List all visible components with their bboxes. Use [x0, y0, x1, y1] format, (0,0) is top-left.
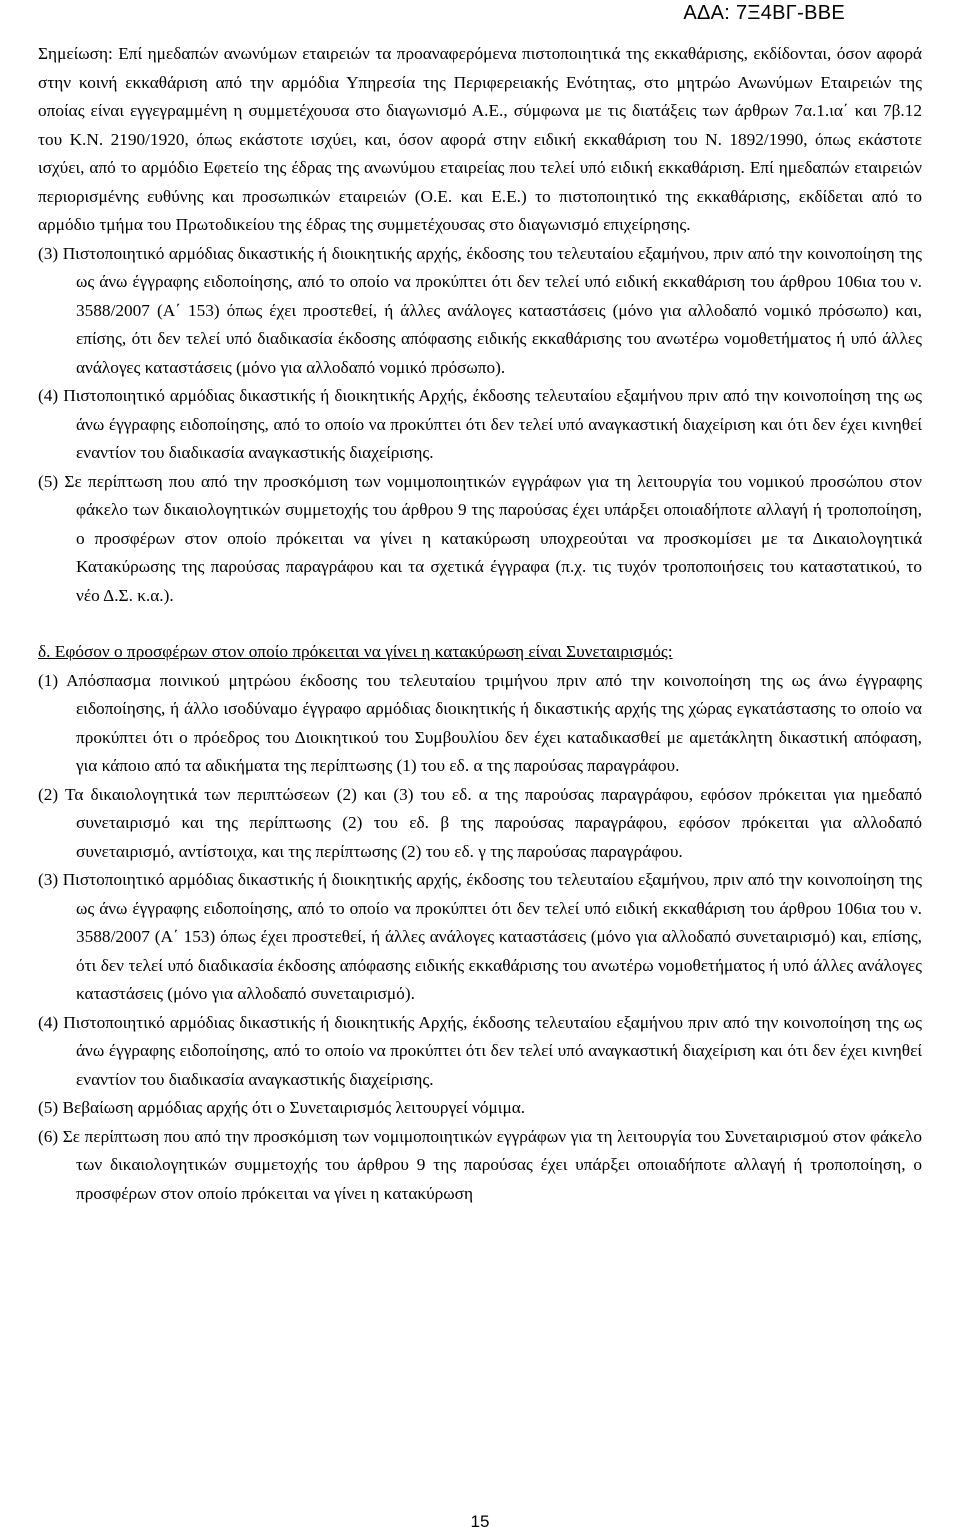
item-number: (5): [38, 1098, 59, 1117]
item-text: Απόσπασμα ποινικού μητρώου έκδοσης του τελευταίου τριμήνου πριν από την κοινοποίηση της ως άνω έγγραφης ειδοποίησης, ή άλλο ισοδύναμο έγγραφο αρμόδιας διοικητικής ή δικαστικής αρχής της χώρας εγκατάστασης το οποίο να προκύπτει ότι ο πρόεδρος του Διοικητικού του Συμβουλίου δεν έχει καταδικασθεί με αμετάκλητη δικαστική απόφαση, για κάποιο από τα αδικήματα της περίπτωσης (1) του εδ. α της παρούσας παραγράφου.: [66, 670, 922, 775]
item-number: (2): [38, 784, 59, 804]
item-number: (3): [38, 870, 59, 889]
list-item: [38, 240, 922, 383]
item-number: (6): [38, 1126, 59, 1146]
item-text: Τα δικαιολογητικά των περιπτώσεων (2) και (3) του εδ. α της παρούσας παραγράφου, εφόσον πρόκειται για ημεδαπό συνεταιρισμό και της περίπτωσης (2) του εδ. β της παρούσας παραγράφου, εφόσον πρόκειται για αλλοδαπό συνεταιρισμό, αντίστοιχα, και της περίπτωσης (2) του εδ. γ της παρούσας παραγράφου.: [64, 784, 922, 861]
spacer: [38, 610, 922, 638]
item-number: (4): [38, 1012, 59, 1032]
list-item: [38, 382, 922, 468]
ada-header: ΑΔΑ: 7Ξ4ΒΓ-ΒΒΕ: [683, 2, 845, 24]
document-body: [38, 40, 922, 1208]
list-item: [38, 1009, 922, 1095]
item-number: (5): [38, 471, 59, 491]
item-number: (4): [38, 386, 59, 405]
item-text: Βεβαίωση αρμόδιας αρχής ότι ο Συνεταιρισμός λειτουργεί νόμιμα.: [62, 1098, 526, 1117]
list-item: [38, 781, 922, 867]
item-number: (3): [38, 243, 59, 263]
page-number: 15: [470, 1512, 490, 1531]
item-text: Πιστοποιητικό αρμόδιας δικαστικής ή διοικητικής αρχής, έκδοσης του τελευταίου εξαμήνου, πριν από την κοινοποίηση της ως άνω έγγραφης ειδοποίησης, από το οποίο να προκύπτει ότι δεν τελεί υπό ειδική εκκαθάριση του άρθρου 106ια του ν. 3588/2007 (Α΄ 153) όπως έχει προστεθεί, ή άλλες ανάλογες καταστάσεις (μόνο για αλλοδαπό νομικό πρόσωπο) και, επίσης, ότι δεν τελεί υπό διαδικασία έκδοσης απόφασης ειδικής εκκαθάρισης του ανωτέρω νομοθετήματος ή υπό άλλες ανάλογες καταστάσεις (μόνο για αλλοδαπό νομικό πρόσωπο).: [62, 243, 922, 377]
item-number: (1): [38, 670, 59, 690]
list-item: [38, 866, 922, 1009]
item-text: Σε περίπτωση που από την προσκόμιση των νομιμοποιητικών εγγράφων για τη λειτουργία του Συνεταιρισμού στον φάκελο των δικαιολογητικών συμμετοχής του άρθρου 9 της παρούσας έχει υπάρξει οποιαδήποτε αλλαγή ή τροποποίηση, ο προσφέρων στον οποίο πρόκειται να γίνει η κατακύρωση: [62, 1126, 922, 1203]
section-d-title: δ. Εφόσον ο προσφέρων στον οποίο πρόκειται να γίνει η κατακύρωση είναι Συνεταιρισμός:: [38, 642, 673, 661]
item-text: Σε περίπτωση που από την προσκόμιση των νομιμοποιητικών εγγράφων για τη λειτουργία του νομικού προσώπου στον φάκελο των δικαιολογητικών συμμετοχής του άρθρου 9 της παρούσας έχει υπάρξει οποιαδήποτε αλλαγή ή τροποποίηση, ο προσφέρων στον οποίο πρόκειται να γίνει η κατακύρωση υποχρεούται να προσκομίσει με τα Δικαιολογητικά Κατακύρωσης της παρούσας παραγράφου και τα σχετικά έγγραφα (π.χ. τις τυχόν τροποποιήσεις του καταστατικού, το νέο Δ.Σ. κ.α.).: [64, 471, 922, 605]
list-item: [38, 468, 922, 611]
list-item: [38, 1123, 922, 1209]
note-paragraph: Σημείωση: Επί ημεδαπών ανωνύμων εταιρειών τα προαναφερόμενα πιστοποιητικά της εκκαθάρισης, εκδίδονται, όσον αφορά στην κοινή εκκαθάριση από την αρμόδια Υπηρεσία της Περιφερειακής Ενότητας, στο μητρώο Ανωνύμων Εταιρειών της οποίας είναι εγγεγραμμένη η συμμετέχουσα στο διαγωνισμό Α.Ε., σύμφωνα με τις διατάξεις των άρθρων 7α.1.ια΄ και 7β.12 του Κ.Ν. 2190/1920, όπως εκάστοτε ισχύει, και, όσον αφορά στην ειδική εκκαθάριση του Ν. 1892/1990, όπως εκάστοτε ισχύει, από το αρμόδιο Εφετείο της έδρας της ανωνύμου εταιρείας που τελεί υπό ειδική εκκαθάριση. Επί ημεδαπών εταιρειών περιορισμένης ευθύνης και προσωπικών εταιρειών (Ο.Ε. και Ε.Ε.) το πιστοποιητικό της εκκαθάρισης, εκδίδεται από το αρμόδιο τμήμα του Πρωτοδικείου της έδρας της συμμετέχουσας στο διαγωνισμό επιχείρησης.: [38, 44, 922, 234]
list-item: [38, 1094, 922, 1123]
list-item: [38, 667, 922, 781]
item-text: Πιστοποιητικό αρμόδιας δικαστικής ή διοικητικής αρχής, έκδοσης του τελευταίου εξαμήνου, πριν από την κοινοποίηση της ως άνω έγγραφης ειδοποίησης, από το οποίο να προκύπτει ότι δεν τελεί υπό ειδική εκκαθάριση του άρθρου 106ια του ν. 3588/2007 (Α΄ 153) όπως έχει προστεθεί, ή άλλες ανάλογες καταστάσεις (μόνο για αλλοδαπό συνεταιρισμό) και, επίσης, ότι δεν τελεί υπό διαδικασία έκδοσης απόφασης ειδικής εκκαθάρισης του ανωτέρω νομοθετήματος ή υπό άλλες ανάλογες καταστάσεις (μόνο για αλλοδαπό συνεταιρισμό).: [62, 870, 922, 1003]
item-text: Πιστοποιητικό αρμόδιας δικαστικής ή διοικητικής Αρχής, έκδοσης τελευταίου εξαμήνου πριν από την κοινοποίηση της ως άνω έγγραφης ειδοποίησης, από το οποίο να προκύπτει ότι δεν τελεί υπό αναγκαστική διαχείριση και ότι δεν έχει κινηθεί εναντίον του διαδικασία αναγκαστικής διαχείρισης.: [63, 1012, 922, 1089]
item-text: Πιστοποιητικό αρμόδιας δικαστικής ή διοικητικής Αρχής, έκδοσης τελευταίου εξαμήνου πριν από την κοινοποίηση της ως άνω έγγραφης ειδοποίησης, από το οποίο να προκύπτει ότι δεν τελεί υπό αναγκαστική διαχείριση και ότι δεν έχει κινηθεί εναντίον του διαδικασία αναγκαστικής διαχείρισης.: [63, 386, 922, 462]
